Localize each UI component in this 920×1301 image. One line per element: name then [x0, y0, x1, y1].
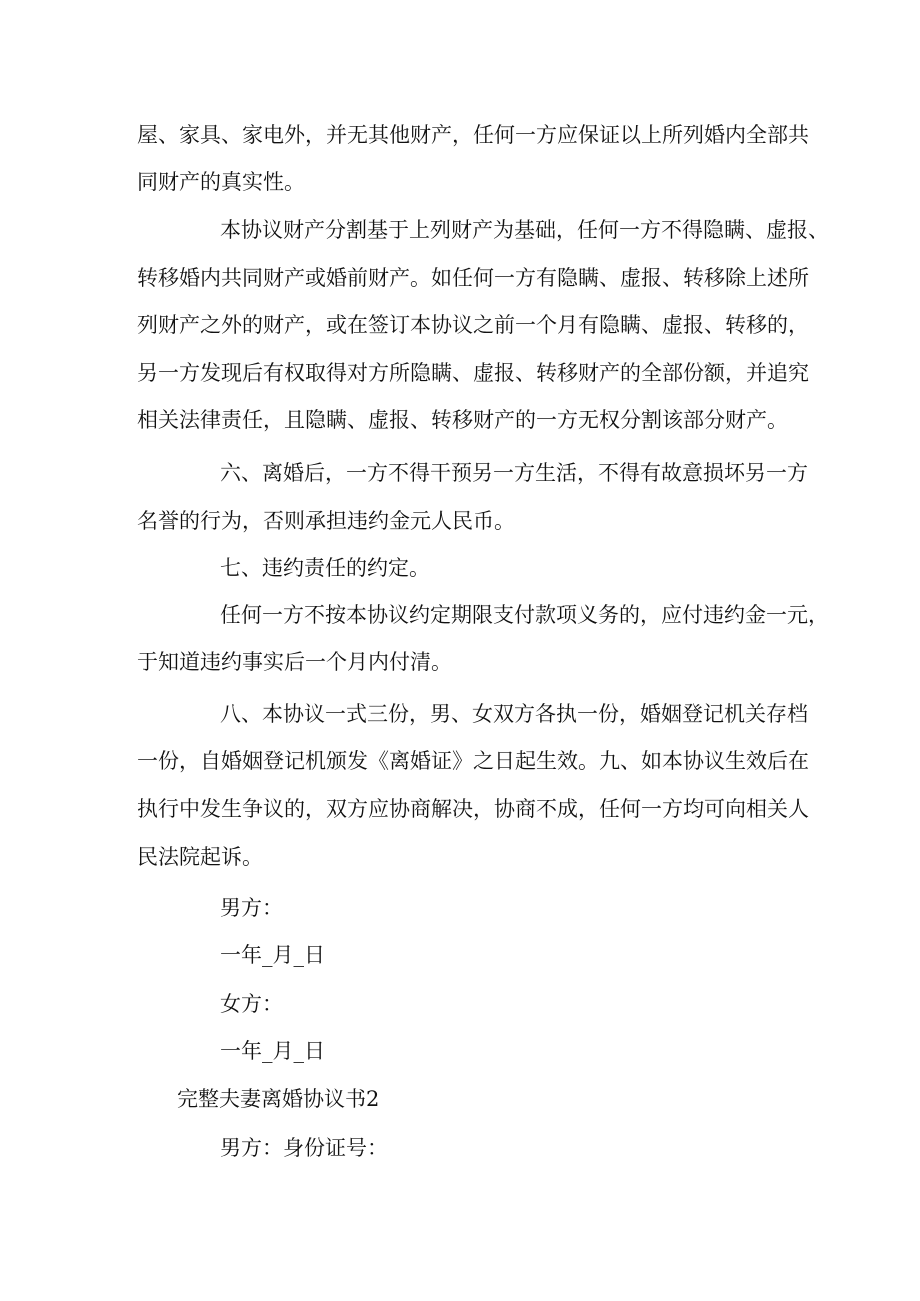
body-text-line: 本协议财产分割基于上列财产为基础，任何一方不得隐瞒、虚报、: [220, 218, 829, 242]
body-text-line: 任何一方不按本协议约定期限支付款项义务的，应付违约金一元，: [220, 603, 829, 627]
body-text-line: 相关法律责任，且隐瞒、虚报、转移财产的一方无权分割该部分财产。: [137, 408, 788, 432]
signature-date: 一年_月_日: [220, 1039, 325, 1063]
body-text-line: 转移婚内共同财产或婚前财产。如任何一方有隐瞒、虚报、转移除上述所: [137, 266, 809, 290]
party-info-line: 男方：身份证号：: [220, 1136, 388, 1160]
body-text-line: 执行中发生争议的，双方应协商解决，协商不成，任何一方均可向相关人: [137, 797, 809, 821]
signature-label-male: 男方：: [220, 896, 283, 920]
body-text-line: 八、本协议一式三份，男、女双方各执一份，婚姻登记机关存档: [220, 702, 808, 726]
body-text-line: 六、离婚后，一方不得干预另一方生活，不得有故意损坏另一方: [220, 461, 808, 485]
body-text-line: 名誉的行为，否则承担违约金元人民币。: [137, 509, 515, 533]
signature-label-female: 女方：: [220, 992, 283, 1016]
body-text-line: 屋、家具、家电外，并无其他财产，任何一方应保证以上所列婚内全部共: [137, 123, 809, 147]
body-text-line: 于知道违约事实后一个月内付清。: [137, 650, 452, 674]
signature-date: 一年_月_日: [220, 943, 325, 967]
body-text-line: 民法院起诉。: [137, 845, 263, 869]
body-text-line: 同财产的真实性。: [137, 170, 305, 194]
section-heading: 七、违约责任的约定。: [220, 556, 430, 580]
body-text-line: 列财产之外的财产，或在签订本协议之前一个月有隐瞒、虚报、转移的，: [137, 313, 809, 337]
body-text-line: 一份，自婚姻登记机颁发《离婚证》之日起生效。九、如本协议生效后在: [137, 749, 809, 773]
body-text-line: 另一方发现后有权取得对方所隐瞒、虚报、转移财产的全部份额，并追究: [137, 361, 809, 385]
document-title: 完整夫妻离婚协议书2: [177, 1087, 380, 1111]
